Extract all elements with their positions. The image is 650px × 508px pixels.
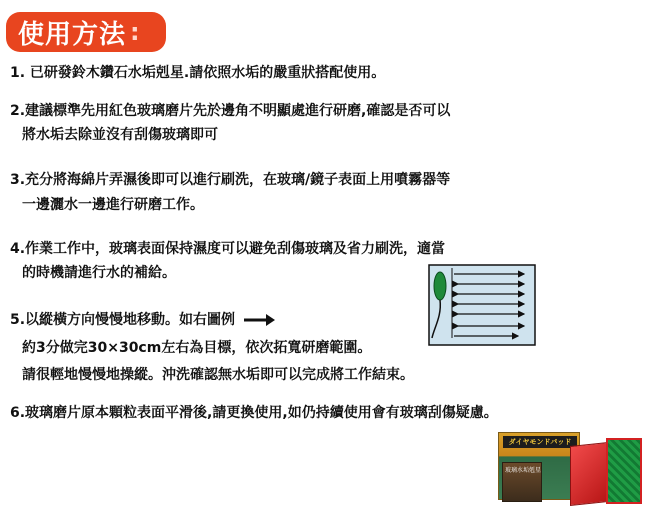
page-title: 使用方法: [18, 19, 127, 50]
instruction-4-line-2: 的時機請進行水的補給。: [22, 265, 176, 281]
title-badge: [6, 12, 166, 52]
instruction-5-line-3: 請很輕地慢慢地操縱。沖洗確認無水垢即可以完成將工作結束。: [22, 367, 414, 383]
instruction-5-line-1-wrap: [10, 311, 276, 329]
instruction-3-line-2: 一邊灑水一邊進行研磨工作。: [22, 197, 204, 213]
instruction-3-line-1: 3.充分將海綿片弄濕後即可以進行刷洗，在玻璃/鏡子表面上用噴霧器等: [10, 172, 451, 188]
instruction-6-line-1: 6.玻璃磨片原本顆粒表面平滑後,請更換使用,如仍持續使用會有玻璃刮傷疑慮。: [10, 405, 498, 421]
instruction-5-line-1: 5.以縱橫方向慢慢地移動。如右圖例: [10, 312, 236, 328]
instruction-2-line-1: 2.建議標準先用紅色玻璃磨片先於邊角不明顯處進行研磨,確認是否可以: [10, 103, 451, 119]
red-pad-image: [570, 442, 608, 506]
instruction-1-line-1: 1. 已研發鈴木鑽石水垢剋星.請依照水垢的嚴重狀搭配使用。: [10, 65, 386, 81]
title-colon: :: [130, 18, 140, 46]
instruction-4-line-1: 4.作業工作中，玻璃表面保持濕度可以避免刮傷玻璃及省力刷洗，適當: [10, 241, 446, 257]
instruction-2-line-2: 將水垢去除並沒有刮傷玻璃即可: [22, 127, 218, 143]
arrow-right-icon: [244, 313, 276, 327]
diamond-pad-image: [606, 438, 642, 504]
product-small-box-label: 玻璃水垢剋星: [505, 467, 542, 474]
product-box-band: ダイヤモンドパッド: [503, 436, 577, 448]
instruction-5-line-2: 約3分做完30×30cm左右為目標，依次拓寬研磨範圍。: [22, 340, 372, 356]
product-small-box-image: [502, 462, 542, 502]
diagram-arrows-icon: [428, 264, 536, 346]
